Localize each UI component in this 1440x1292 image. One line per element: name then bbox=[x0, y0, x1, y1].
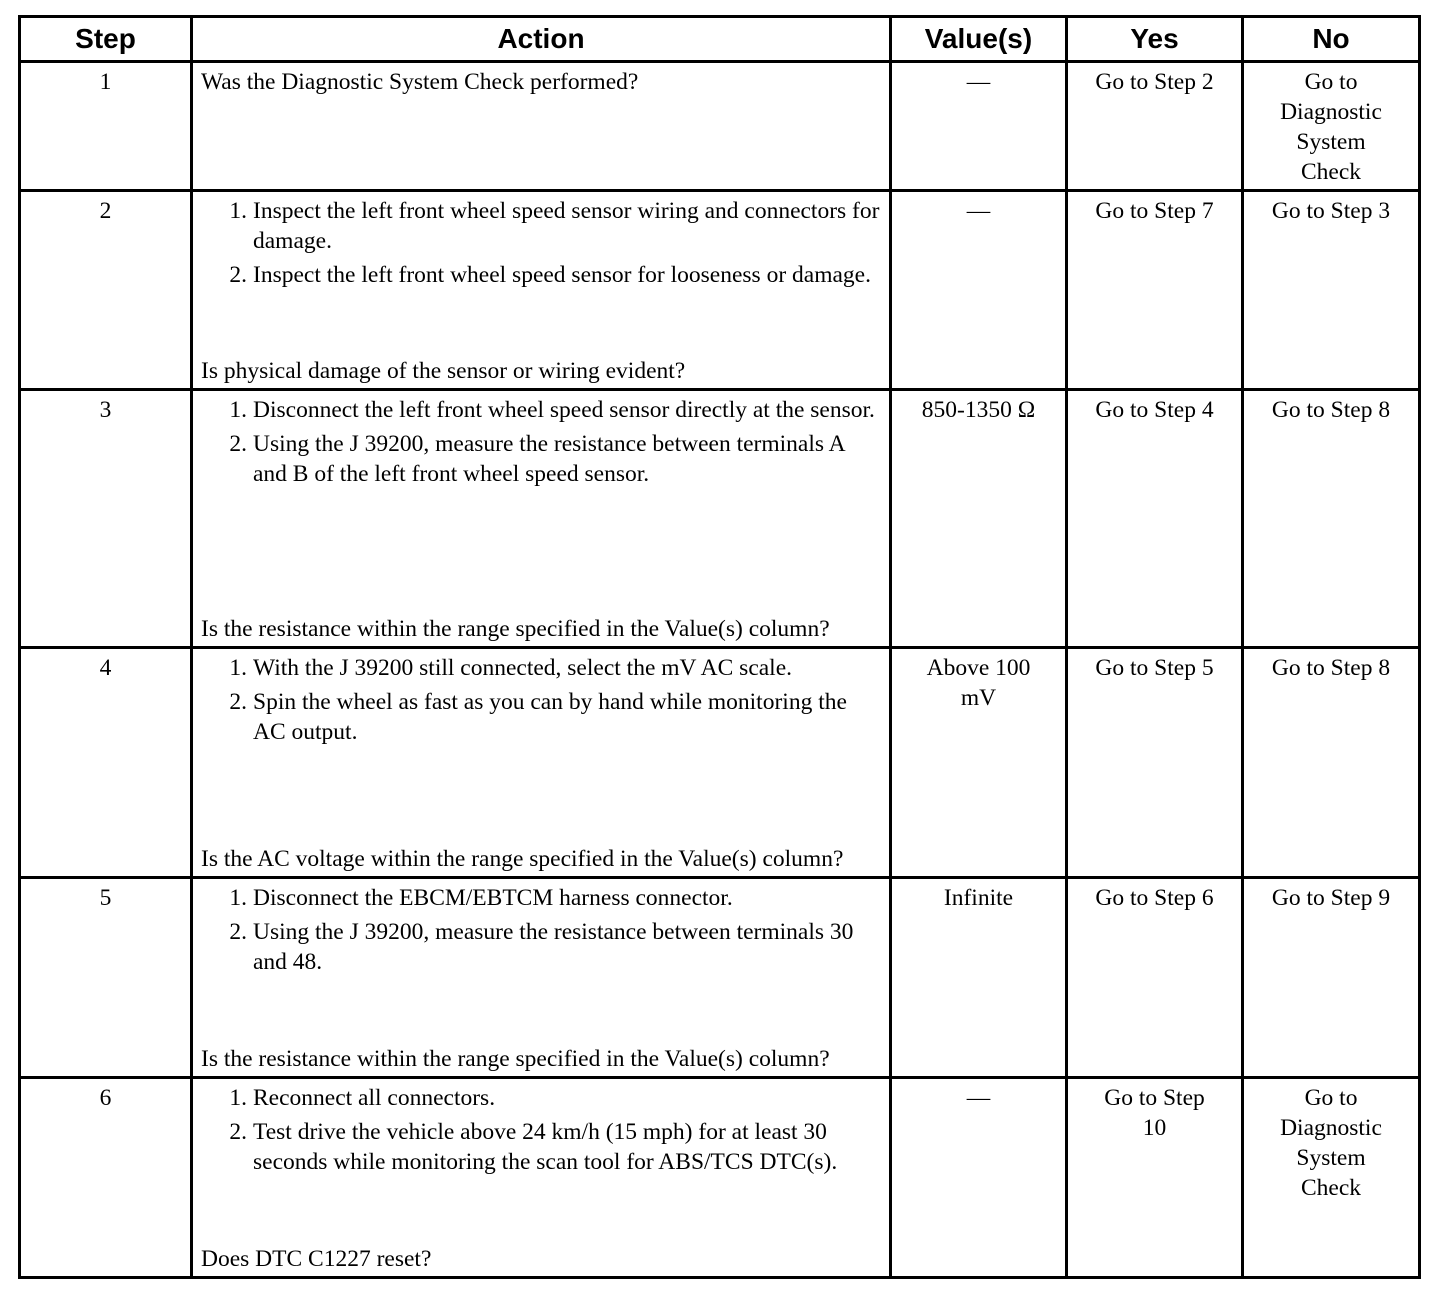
no-text: Go to Diagnostic System Check bbox=[1280, 1085, 1382, 1201]
yes-cell bbox=[1067, 1078, 1243, 1278]
list-item: 2. Spin the wheel as fast as you can by hand while monitoring the AC output. bbox=[229, 689, 847, 745]
yes-cell: Go to Step 7 bbox=[1067, 191, 1243, 390]
table-row bbox=[20, 191, 1420, 390]
value-cell: — bbox=[891, 62, 1067, 191]
list-item: 1. Disconnect the EBCM/EBTCM harness connector. bbox=[229, 885, 733, 911]
no-cell bbox=[1243, 1078, 1420, 1278]
step-number: 3 bbox=[20, 390, 192, 648]
action-question: Is the resistance within the range specified in the Value(s) column? bbox=[201, 616, 830, 642]
action-cell bbox=[192, 191, 891, 390]
list-item: 1. With the J 39200 still connected, select the mV AC scale. bbox=[229, 655, 793, 681]
step-number: 1 bbox=[20, 62, 192, 191]
list-item: 1. Reconnect all connectors. bbox=[229, 1085, 496, 1111]
value-cell: Infinite bbox=[891, 878, 1067, 1078]
list-item: 2. Using the J 39200, measure the resistance between terminals A and B of the left front wheel speed sensor. bbox=[229, 431, 845, 487]
action-list bbox=[201, 395, 881, 493]
action-cell bbox=[192, 878, 891, 1078]
yes-cell: Go to Step 6 bbox=[1067, 878, 1243, 1078]
action-list bbox=[201, 1083, 881, 1181]
value-cell: 850-1350 Ω bbox=[891, 390, 1067, 648]
step-number: 6 bbox=[20, 1078, 192, 1278]
header-values: Value(s) bbox=[891, 17, 1067, 62]
table-row bbox=[20, 648, 1420, 878]
table-row bbox=[20, 878, 1420, 1078]
table-row bbox=[20, 62, 1420, 191]
action-question: Does DTC C1227 reset? bbox=[201, 1246, 432, 1272]
value-text: Above 100 mV bbox=[926, 655, 1031, 711]
list-item: 1. Inspect the left front wheel speed sensor wiring and connectors for damage. bbox=[229, 198, 880, 254]
action-list bbox=[201, 653, 881, 751]
header-step: Step bbox=[20, 17, 192, 62]
value-cell: — bbox=[891, 1078, 1067, 1278]
step-number: 4 bbox=[20, 648, 192, 878]
action-question: Is the AC voltage within the range specified in the Value(s) column? bbox=[201, 846, 844, 872]
value-cell bbox=[891, 648, 1067, 878]
table-row bbox=[20, 1078, 1420, 1278]
action-cell bbox=[192, 648, 891, 878]
action-cell bbox=[192, 62, 891, 191]
table-row bbox=[20, 390, 1420, 648]
no-cell: Go to Step 8 bbox=[1243, 390, 1420, 648]
list-item: 2. Inspect the left front wheel speed sensor for looseness or damage. bbox=[229, 262, 871, 288]
action-cell bbox=[192, 390, 891, 648]
action-list bbox=[201, 196, 881, 294]
step-number: 2 bbox=[20, 191, 192, 390]
header-no: No bbox=[1243, 17, 1420, 62]
yes-text: Go to Step 10 bbox=[1104, 1085, 1205, 1141]
no-text: Go to Diagnostic System Check bbox=[1280, 69, 1382, 185]
header-action: Action bbox=[192, 17, 891, 62]
diagnostic-table bbox=[18, 15, 1421, 1279]
no-cell: Go to Step 9 bbox=[1243, 878, 1420, 1078]
no-cell: Go to Step 8 bbox=[1243, 648, 1420, 878]
list-item: 2. Using the J 39200, measure the resistance between terminals 30 and 48. bbox=[229, 919, 854, 975]
action-question: Is the resistance within the range specified in the Value(s) column? bbox=[201, 1046, 830, 1072]
list-item: 1. Disconnect the left front wheel speed sensor directly at the sensor. bbox=[229, 397, 875, 423]
no-cell: Go to Step 3 bbox=[1243, 191, 1420, 390]
action-question: Is physical damage of the sensor or wiring evident? bbox=[201, 358, 686, 384]
yes-cell: Go to Step 4 bbox=[1067, 390, 1243, 648]
list-item: 2. Test drive the vehicle above 24 km/h (15 mph) for at least 30 seconds while monitoring the scan tool for ABS/TCS DTC(s). bbox=[229, 1119, 838, 1175]
action-cell bbox=[192, 1078, 891, 1278]
value-cell: — bbox=[891, 191, 1067, 390]
header-yes: Yes bbox=[1067, 17, 1243, 62]
action-list bbox=[201, 883, 881, 981]
step-number: 5 bbox=[20, 878, 192, 1078]
action-question: Was the Diagnostic System Check performed? bbox=[201, 69, 639, 95]
yes-cell: Go to Step 2 bbox=[1067, 62, 1243, 191]
no-cell bbox=[1243, 62, 1420, 191]
header-row bbox=[20, 17, 1420, 62]
yes-cell: Go to Step 5 bbox=[1067, 648, 1243, 878]
